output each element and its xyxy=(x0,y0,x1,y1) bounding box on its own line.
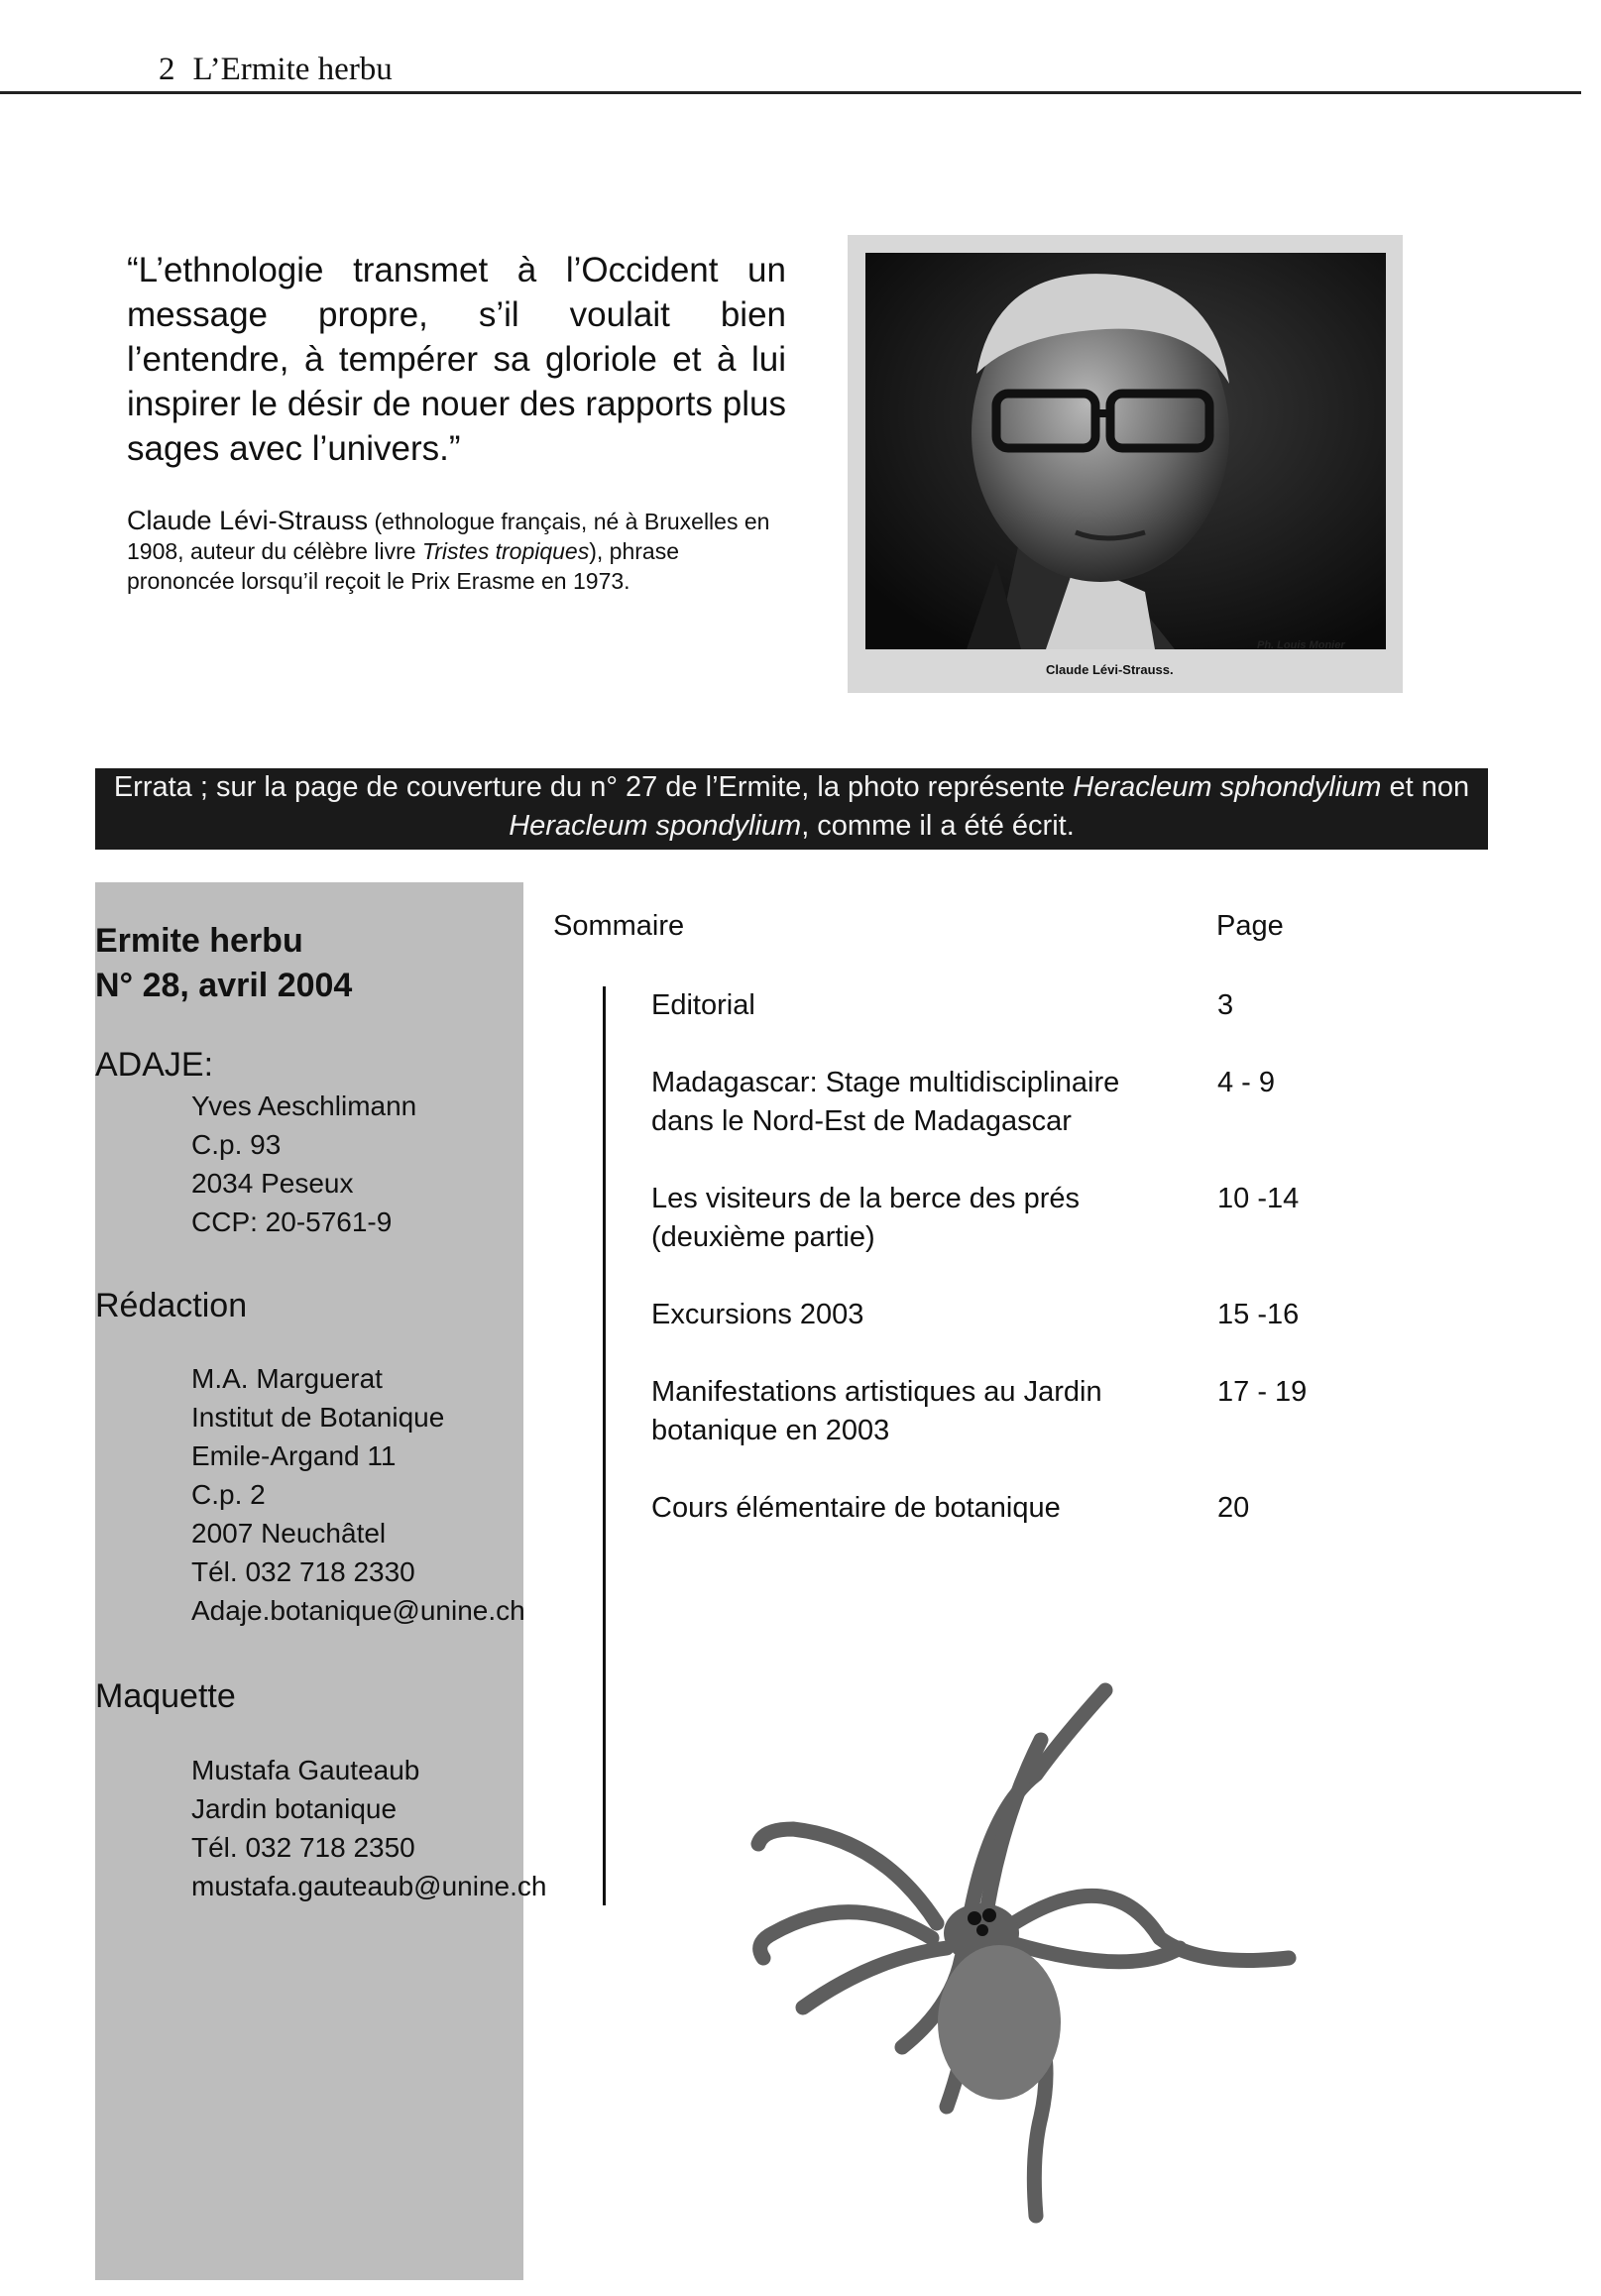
adaje-label: ADAJE: xyxy=(95,1046,214,1084)
page-number: 2 xyxy=(159,52,175,87)
quote-text: “L’ethnologie transmet à l’Occident un message propre, s’il voulait bien l’entendre, à tempérer sa gloriole et à lui inspirer le désir de nouer des rapports plus sages avec l’univers.” xyxy=(127,251,786,468)
credit-part2: ), phrase prononcée lorsqu’il reçoit le Prix Erasme en 1973. xyxy=(127,538,679,594)
portrait-image xyxy=(848,235,1403,693)
errata-species2: Heracleum spondylium xyxy=(509,810,802,842)
redaction-line: Institut de Botanique xyxy=(191,1402,445,1433)
sommaire-rule xyxy=(603,986,606,1905)
quote-credit xyxy=(127,506,786,596)
running-header xyxy=(159,52,393,88)
errata-species1: Heracleum sphondylium xyxy=(1073,771,1382,803)
toc-item-title: Editorial xyxy=(651,989,755,1021)
photo-caption: Claude Lévi-Strauss. xyxy=(1046,662,1174,677)
redaction-line: Emile-Argand 11 xyxy=(191,1440,397,1471)
toc-item-page: 17 - 19 xyxy=(1217,1376,1308,1408)
maquette-line: Mustafa Gauteaub xyxy=(191,1755,420,1785)
errata-part2: et non xyxy=(1389,771,1470,803)
toc-item-title: Les visiteurs de la berce des prés (deuxième partie) xyxy=(651,1183,1080,1253)
sommaire-page-label: Page xyxy=(1216,910,1284,942)
redaction-label: Rédaction xyxy=(95,1287,248,1324)
photo-credit: Ph. Louis Monier xyxy=(1257,639,1345,651)
credit-part1: (ethnologue français, né à Bruxelles en 1908, auteur du célèbre livre xyxy=(127,509,770,564)
credit-book: Tristes tropiques xyxy=(421,538,590,564)
adaje-line: Yves Aeschlimann xyxy=(191,1091,417,1121)
redaction-line: M.A. Marguerat xyxy=(191,1363,383,1394)
errata-banner xyxy=(95,768,1488,850)
toc-item-page: 10 -14 xyxy=(1217,1183,1300,1214)
toc-item-title: Manifestations artistiques au Jardin botanique en 2003 xyxy=(651,1376,1102,1446)
maquette-line: Tél. 032 718 2350 xyxy=(191,1832,415,1863)
toc-item-page: 3 xyxy=(1217,989,1234,1021)
errata-part3: , comme il a été écrit. xyxy=(801,810,1075,842)
maquette-label: Maquette xyxy=(95,1677,236,1715)
journal-title: L’Ermite herbu xyxy=(192,52,393,87)
maquette-email: mustafa.gauteaub@unine.ch xyxy=(191,1871,547,1901)
maquette-line: Jardin botanique xyxy=(191,1793,398,1824)
redaction-line: 2007 Neuchâtel xyxy=(191,1518,387,1549)
masthead-issue: N° 28, avril 2004 xyxy=(95,967,353,1004)
adaje-line: 2034 Peseux xyxy=(191,1168,354,1199)
header-rule xyxy=(0,91,1581,94)
toc-item-page: 4 - 9 xyxy=(1217,1067,1276,1098)
toc-item-page: 20 xyxy=(1217,1492,1250,1524)
toc-item-title: Excursions 2003 xyxy=(651,1299,864,1330)
toc-item-title: Madagascar: Stage multidisciplinaire dans le Nord-Est de Madagascar xyxy=(651,1067,1120,1137)
adaje-line: C.p. 93 xyxy=(191,1129,282,1160)
redaction-line: C.p. 2 xyxy=(191,1479,266,1510)
toc-item-title: Cours élémentaire de botanique xyxy=(651,1492,1061,1524)
masthead-title: Ermite herbu xyxy=(95,922,303,960)
credit-name: Claude Lévi-Strauss xyxy=(127,506,369,535)
redaction-line: Tél. 032 718 2330 xyxy=(191,1556,415,1587)
redaction-email: Adaje.botanique@unine.ch xyxy=(191,1595,525,1626)
portrait-photo xyxy=(848,235,1403,693)
adaje-line: CCP: 20-5761-9 xyxy=(191,1206,393,1237)
toc-item-page: 15 -16 xyxy=(1217,1299,1300,1330)
errata-part1: Errata ; sur la page de couverture du n° 27 de l’Ermite, la photo représente xyxy=(113,771,1066,803)
spider-icon xyxy=(734,1680,1318,2255)
spider-illustration xyxy=(734,1680,1318,2255)
sommaire-title: Sommaire xyxy=(553,910,685,942)
